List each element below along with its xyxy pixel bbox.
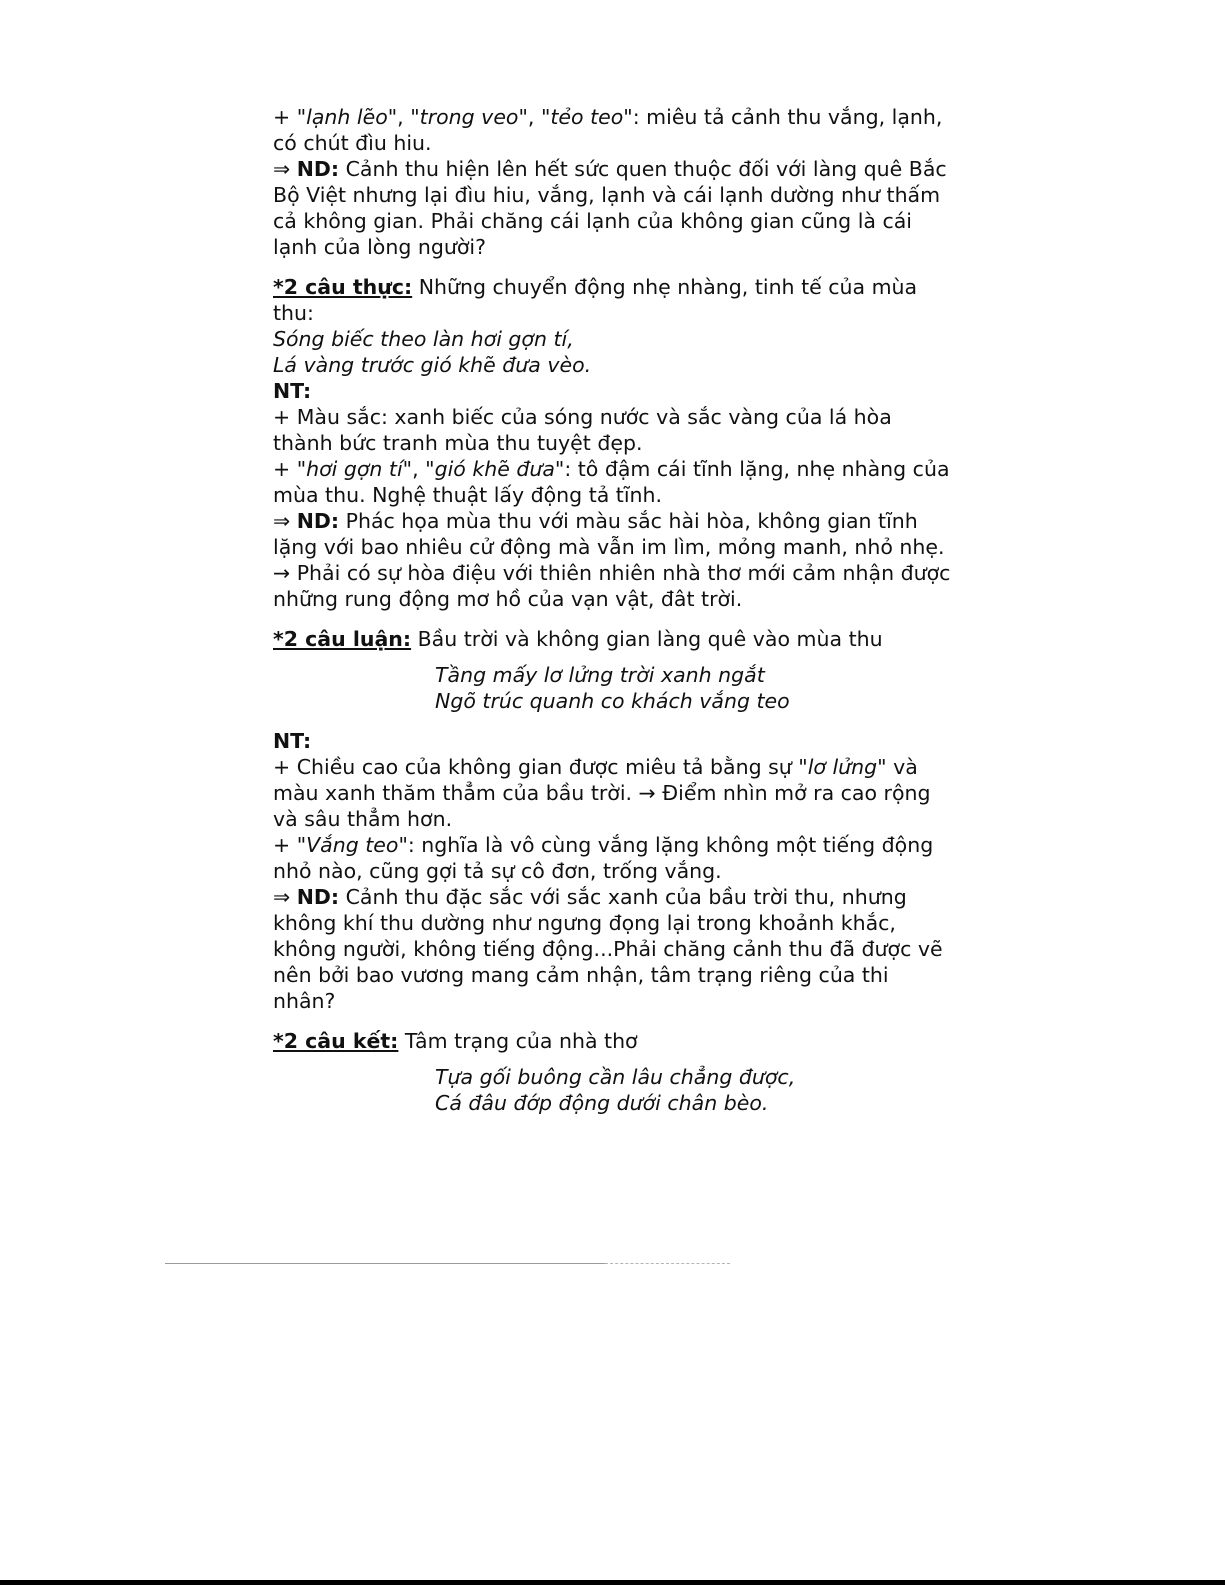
section-heading: *2 câu luận: — [273, 627, 412, 651]
text-run: + " — [273, 833, 307, 857]
text-run: Cảnh thu đặc sắc với sắc xanh của bầu trời thu, nhưng không khí thu dường như ngưng đọng lại trong khoảnh khắc, không người, không tiếng động...Phải chăng cảnh thu đã được vẽ nên bởi bao vương mang cảm nhận, tâm trạng riêng của thi nhân? — [273, 885, 943, 1013]
text-run: Bầu trời và không gian làng quê vào mùa thu — [411, 627, 883, 651]
text-run: Những chuyển động nhẹ nhàng, tinh tế của mùa thu: — [273, 275, 918, 325]
page-footer-rule-faint — [605, 1263, 730, 1264]
section-heading-paragraph — [273, 1028, 953, 1054]
bullet-paragraph: + Màu sắc: xanh biếc của sóng nước và sắc vàng của lá hòa thành bức tranh mùa thu tuyệt đẹp. — [273, 405, 892, 455]
text-run: ", " — [518, 105, 551, 129]
bullet-paragraph — [273, 832, 953, 884]
quoted-word: lạnh lẽo — [306, 105, 388, 129]
nt-label: NT: — [273, 379, 312, 403]
nd-label: ND: — [296, 885, 340, 909]
quoted-word: hơi gợn tí — [306, 457, 403, 481]
text-run: Cảnh thu hiện lên hết sức quen thuộc đối với làng quê Bắc Bộ Việt nhưng lại đìu hiu, vắng, lạnh và cái lạnh dường như thấm cả không gian. Phải chăng cái lạnh của không gian cũng là cái lạnh của lòng người? — [273, 157, 947, 259]
section-heading: *2 câu kết: — [273, 1029, 399, 1053]
section-heading-paragraph — [273, 274, 953, 326]
nd-label: ND: — [296, 509, 340, 533]
text-run: + " — [273, 105, 307, 129]
text-run: ": nghĩa là vô cùng vắng lặng không một tiếng động nhỏ nào, cũng gợi tả sự cô đơn, trống vắng. — [273, 833, 934, 883]
quoted-word: Vắng teo — [306, 833, 399, 857]
poem-block — [273, 1064, 953, 1116]
text-run: " và màu xanh thăm thẳm của bầu trời. → Điểm nhìn mở ra cao rộng và sâu thẳm hơn. — [273, 755, 931, 831]
arrow-symbol: ⇒ — [273, 885, 297, 909]
poem-line: Lá vàng trước gió khẽ đưa vèo. — [273, 353, 592, 377]
bullet-paragraph — [273, 456, 953, 508]
nt-label: NT: — [273, 729, 312, 753]
nd-paragraph — [273, 508, 953, 612]
nd-label: ND: — [296, 157, 340, 181]
section-heading: *2 câu thực: — [273, 275, 413, 299]
poem-line: Tầng mấy lơ lửng trời xanh ngắt — [435, 663, 765, 687]
bullet-paragraph — [273, 754, 953, 832]
text-run: ": tô đậm cái tĩnh lặng, nhẹ nhàng của mùa thu. Nghệ thuật lấy động tả tĩnh. — [273, 457, 950, 507]
poem-line: Sóng biếc theo làn hơi gợn tí, — [273, 327, 574, 351]
quoted-word: trong veo — [419, 105, 519, 129]
arrow-symbol: ⇒ — [273, 509, 297, 533]
arrow-symbol: ⇒ — [273, 157, 297, 181]
quoted-word: gió khẽ đưa — [434, 457, 555, 481]
page-footer-rule — [165, 1263, 605, 1264]
text-run: + Chiều cao của không gian được miêu tả bằng sự " — [273, 755, 808, 779]
nd-paragraph — [273, 156, 953, 260]
section-heading-paragraph — [273, 626, 953, 652]
quoted-word: lơ lửng — [807, 755, 878, 779]
text-run: Phác họa mùa thu với màu sắc hài hòa, không gian tĩnh lặng với bao nhiêu cử động mà vẫn im lìm, mỏng manh, nhỏ nhẹ. → Phải có sự hòa điệu với thiên nhiên nhà thơ mới cảm nhận được những rung động mơ hồ của vạn vật, đât trời. — [273, 509, 951, 611]
text-run: + " — [273, 457, 307, 481]
poem-line: Tựa gối buông cần lâu chẳng được, — [435, 1065, 796, 1089]
page-bottom-edge — [0, 1580, 1225, 1585]
document-page — [273, 104, 953, 1116]
text-run: ", " — [402, 457, 435, 481]
text-run: Tâm trạng của nhà thơ — [398, 1029, 638, 1053]
bullet-paragraph — [273, 104, 953, 156]
quoted-word: tẻo teo — [550, 105, 624, 129]
poem-line: Ngõ trúc quanh co khách vắng teo — [435, 689, 790, 713]
text-run: ": miêu tả cảnh thu vắng, lạnh, có chút đìu hiu. — [273, 105, 943, 155]
text-run: ", " — [387, 105, 420, 129]
nd-paragraph — [273, 884, 953, 1014]
poem-line: Cá đâu đớp động dưới chân bèo. — [435, 1091, 769, 1115]
poem-block — [273, 662, 953, 714]
